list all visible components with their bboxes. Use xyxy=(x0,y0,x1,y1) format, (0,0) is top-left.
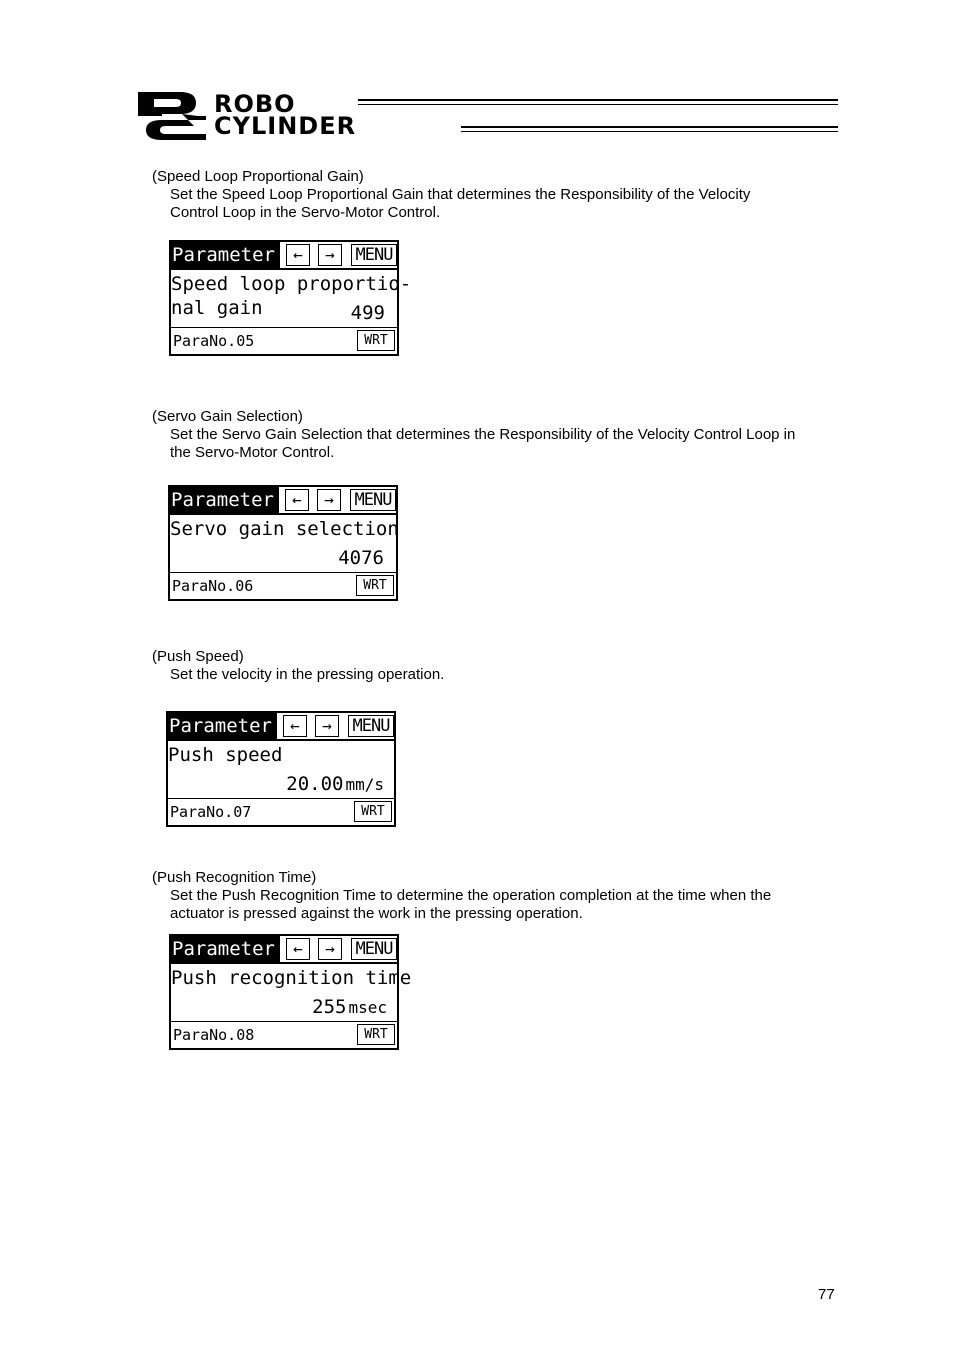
section-description: Set the velocity in the pressing operation. xyxy=(170,666,445,683)
lcd-panel-para-07 xyxy=(166,711,396,827)
write-button[interactable]: WRT xyxy=(354,801,392,822)
value-unit: mm/s xyxy=(345,775,384,794)
section-servo-gain-selection xyxy=(152,408,842,462)
header-rule-top-thin xyxy=(358,104,838,105)
lcd-top-bar xyxy=(171,936,397,964)
write-button[interactable]: WRT xyxy=(357,330,395,351)
logo-text-cylinder: CYLINDER xyxy=(214,112,357,140)
write-button[interactable]: WRT xyxy=(357,1024,395,1045)
lcd-footer xyxy=(171,1021,397,1048)
left-arrow-button[interactable]: ← xyxy=(285,489,309,511)
right-arrow-button[interactable]: → xyxy=(318,244,342,266)
section-title: (Push Speed) xyxy=(152,648,244,665)
lcd-panel-para-05 xyxy=(169,240,412,356)
header-rule-bottom xyxy=(461,126,838,128)
section-speed-loop-gain xyxy=(152,168,842,222)
parameter-name-line1: Push speed xyxy=(168,744,283,766)
lcd-title: Parameter xyxy=(168,713,277,739)
menu-button[interactable]: MENU xyxy=(351,244,397,266)
lcd-footer xyxy=(170,572,396,599)
header-rule-bottom-thin xyxy=(461,131,838,132)
value-unit: msec xyxy=(348,998,387,1017)
menu-button[interactable]: MENU xyxy=(350,489,396,511)
right-arrow-button[interactable]: → xyxy=(315,715,339,737)
value-number: 20.00 xyxy=(286,773,344,795)
header-rule-top xyxy=(358,99,838,101)
parameter-name-line1: Servo gain selection xyxy=(170,518,399,540)
left-arrow-button[interactable]: ← xyxy=(286,938,310,960)
parameter-number: ParaNo.07 xyxy=(170,803,252,821)
value-number: 499 xyxy=(350,302,385,324)
section-description: Set the Speed Loop Proportional Gain that determines the Responsibility of the Velocity xyxy=(170,186,751,203)
section-title: (Push Recognition Time) xyxy=(152,869,317,886)
parameter-name-line1: Speed loop proportio- xyxy=(171,273,412,295)
section-push-speed xyxy=(152,648,842,684)
rc-logo-icon xyxy=(136,90,210,142)
left-arrow-button[interactable]: ← xyxy=(286,244,310,266)
section-description-cont: Control Loop in the Servo-Motor Control. xyxy=(170,204,441,221)
section-description-cont: actuator is pressed against the work in the pressing operation. xyxy=(170,905,583,922)
section-description: Set the Push Recognition Time to determine the operation completion at the time when the xyxy=(170,887,772,904)
parameter-value[interactable] xyxy=(286,772,384,797)
menu-button[interactable]: MENU xyxy=(351,938,397,960)
page-number: 77 xyxy=(818,1286,835,1303)
section-title: (Speed Loop Proportional Gain) xyxy=(152,168,364,185)
section-title: (Servo Gain Selection) xyxy=(152,408,303,425)
logo-text-robo: ROBO xyxy=(214,90,296,118)
menu-button[interactable]: MENU xyxy=(348,715,394,737)
section-description: Set the Servo Gain Selection that determines the Responsibility of the Velocity Control Loop in xyxy=(170,426,796,443)
parameter-number: ParaNo.08 xyxy=(173,1026,255,1044)
right-arrow-button[interactable]: → xyxy=(318,938,342,960)
parameter-value[interactable] xyxy=(338,546,386,571)
lcd-body xyxy=(170,515,399,575)
value-number: 4076 xyxy=(338,547,384,569)
lcd-title: Parameter xyxy=(171,242,280,268)
lcd-panel-para-06 xyxy=(168,485,398,601)
parameter-number: ParaNo.05 xyxy=(173,332,255,350)
lcd-body xyxy=(171,964,412,1024)
lcd-body xyxy=(171,270,412,330)
right-arrow-button[interactable]: → xyxy=(317,489,341,511)
section-push-recognition-time xyxy=(152,869,842,923)
lcd-title: Parameter xyxy=(171,936,280,962)
lcd-top-bar xyxy=(171,242,397,270)
write-button[interactable]: WRT xyxy=(356,575,394,596)
lcd-panel-para-08 xyxy=(169,934,412,1050)
lcd-top-bar xyxy=(170,487,396,515)
lcd-title: Parameter xyxy=(170,487,279,513)
lcd-footer xyxy=(168,798,394,825)
parameter-value[interactable] xyxy=(312,995,387,1020)
lcd-body xyxy=(168,741,394,801)
parameter-name-line1: Push recognition time xyxy=(171,967,412,989)
lcd-footer xyxy=(171,327,397,354)
value-number: 255 xyxy=(312,996,347,1018)
lcd-top-bar xyxy=(168,713,394,741)
parameter-number: ParaNo.06 xyxy=(172,577,254,595)
parameter-value[interactable] xyxy=(351,301,387,326)
section-description-cont: the Servo-Motor Control. xyxy=(170,444,335,461)
robo-cylinder-logo xyxy=(136,90,840,142)
parameter-name-line2: nal gain xyxy=(171,297,263,319)
left-arrow-button[interactable]: ← xyxy=(283,715,307,737)
